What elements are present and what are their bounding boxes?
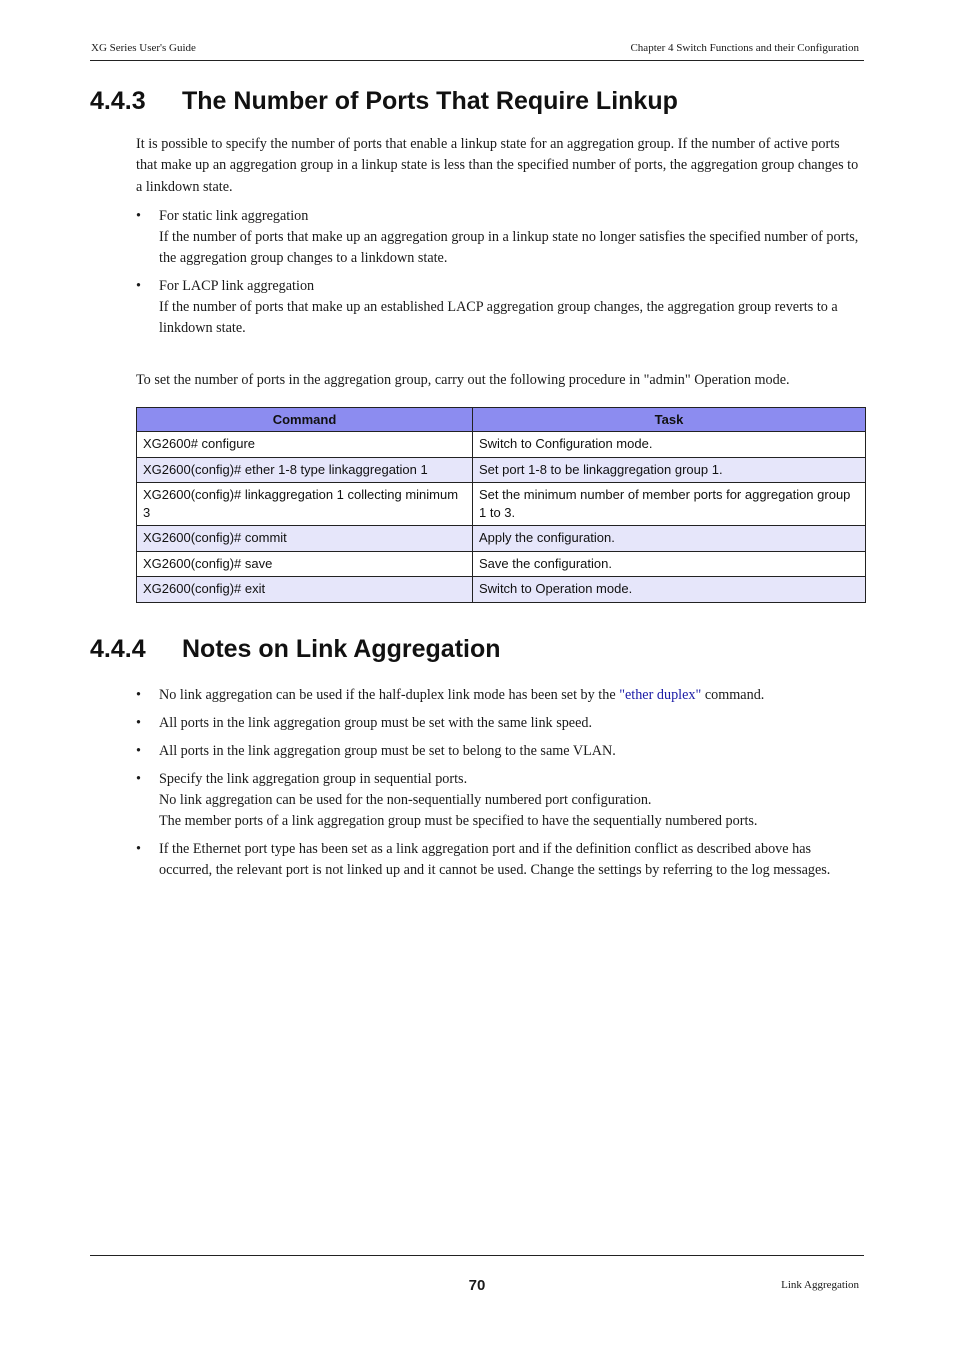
- note-line: No link aggregation can be used for the non-sequentially numbered port configuration.: [159, 792, 652, 808]
- table-row: [137, 551, 866, 577]
- list-item-heading: For LACP link aggregation: [159, 278, 315, 294]
- list-item: [136, 769, 864, 832]
- command-cell: XG2600(config)# exit: [137, 577, 473, 603]
- section-heading-4-4-4: [90, 635, 501, 664]
- running-header-right: Chapter 4 Switch Functions and their Configuration: [630, 42, 859, 54]
- note-line: The member ports of a link aggregation group must be specified to have the sequentially numbered ports.: [159, 813, 758, 829]
- page-number: 70: [468, 1277, 486, 1294]
- procedure-intro: To set the number of ports in the aggregation group, carry out the following procedure in "admin" Operation mode.: [136, 372, 790, 388]
- list-item: [136, 839, 864, 881]
- bullet-icon: •: [136, 771, 141, 787]
- note-text: If the Ethernet port type has been set as a link aggregation port and if the definition conflict as described above has occurred, the relevant port is not linked up and it cannot be used. Change the settings by referring to the log messages.: [159, 841, 831, 878]
- list-item: [136, 276, 864, 339]
- section-number: 4.4.3: [90, 87, 146, 115]
- command-table: [136, 407, 866, 603]
- intro-paragraph: It is possible to specify the number of ports that enable a linkup state for an aggregation group. If the number of active ports that make up an aggregation group in a linkup state is less than the specified number of ports, the aggregation group changes to a linkdown state.: [136, 136, 859, 195]
- table-row: [137, 457, 866, 483]
- section-title: The Number of Ports That Require Linkup: [182, 87, 678, 115]
- section-number: 4.4.4: [90, 635, 146, 663]
- note-text-before: No link aggregation can be used if the half-duplex link mode has been set by the: [159, 687, 620, 703]
- bullet-icon: •: [136, 841, 141, 857]
- list-item: [136, 206, 864, 269]
- running-header-left: XG Series User's Guide: [91, 42, 196, 54]
- bullet-icon: •: [136, 687, 141, 703]
- note-line: Specify the link aggregation group in sequential ports.: [159, 771, 468, 787]
- task-cell: Set the minimum number of member ports for aggregation group 1 to 3.: [473, 483, 866, 526]
- table-row: [137, 526, 866, 552]
- column-header-task: Task: [473, 408, 866, 432]
- command-cell: XG2600(config)# linkaggregation 1 collecting minimum 3: [137, 483, 473, 526]
- command-cell: XG2600# configure: [137, 432, 473, 458]
- note-text: All ports in the link aggregation group must be set with the same link speed.: [159, 715, 593, 731]
- table-row: [137, 577, 866, 603]
- section-title: Notes on Link Aggregation: [182, 635, 501, 663]
- command-cell: XG2600(config)# save: [137, 551, 473, 577]
- footer-divider: [90, 1255, 864, 1256]
- task-cell: Save the configuration.: [473, 551, 866, 577]
- task-cell: Switch to Configuration mode.: [473, 432, 866, 458]
- command-cell: XG2600(config)# commit: [137, 526, 473, 552]
- column-header-command: Command: [137, 408, 473, 432]
- section-heading-4-4-3: [90, 87, 678, 116]
- table-row: [137, 483, 866, 526]
- list-item-body: If the number of ports that make up an established LACP aggregation group changes, the aggregation group reverts to a linkdown state.: [159, 299, 838, 336]
- table-row: [137, 432, 866, 458]
- list-item: [136, 685, 864, 706]
- note-text: All ports in the link aggregation group must be set to belong to the same VLAN.: [159, 743, 616, 759]
- bullet-icon: •: [136, 743, 141, 759]
- bullet-icon: •: [136, 715, 141, 731]
- list-item-heading: For static link aggregation: [159, 208, 309, 224]
- aggregation-type-list: [136, 206, 864, 346]
- bullet-icon: •: [136, 278, 141, 294]
- table-header-row: [137, 408, 866, 432]
- task-cell: Switch to Operation mode.: [473, 577, 866, 603]
- bullet-icon: •: [136, 208, 141, 224]
- running-footer-right: Link Aggregation: [781, 1279, 859, 1291]
- command-cell: XG2600(config)# ether 1-8 type linkaggregation 1: [137, 457, 473, 483]
- task-cell: Set port 1-8 to be linkaggregation group 1.: [473, 457, 866, 483]
- notes-list: [136, 685, 864, 888]
- list-item: [136, 741, 864, 762]
- ether-duplex-link[interactable]: "ether duplex": [619, 687, 702, 703]
- header-divider: [90, 60, 864, 61]
- list-item: [136, 713, 864, 734]
- task-cell: Apply the configuration.: [473, 526, 866, 552]
- list-item-body: If the number of ports that make up an aggregation group in a linkup state no longer satisfies the specified number of ports, the aggregation group changes to a linkdown state.: [159, 229, 859, 266]
- note-text-after: command.: [701, 687, 765, 703]
